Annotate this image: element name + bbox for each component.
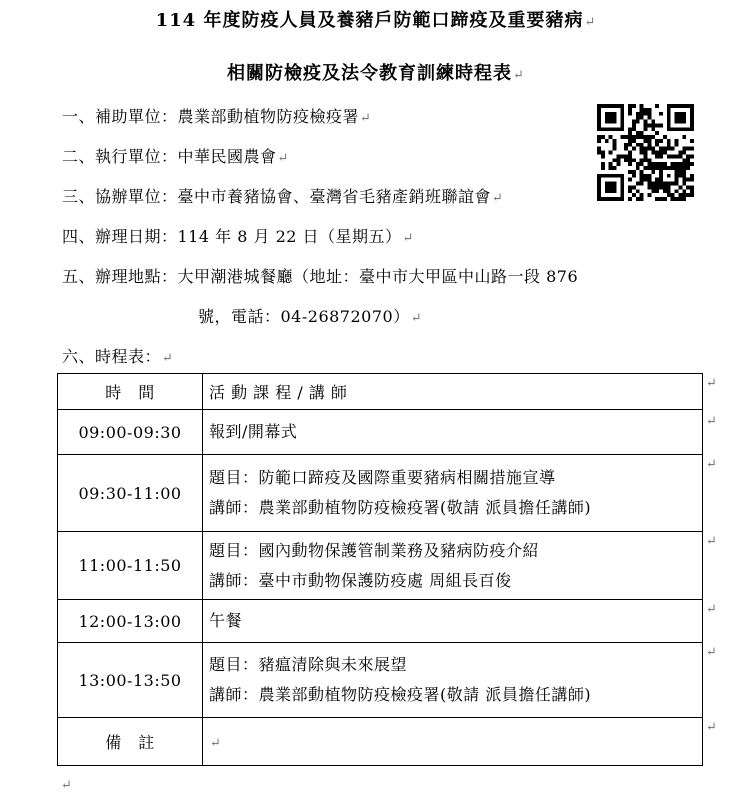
paragraph-mark-icon: ↵ <box>277 151 289 166</box>
activity-line: 午餐 <box>209 611 243 630</box>
activity-cell <box>203 455 703 532</box>
table-row <box>58 455 703 532</box>
paragraph-mark-icon: ↵ <box>410 311 423 326</box>
time-cell: 11:00-11:50 <box>58 532 203 600</box>
activity-speaker-line: 講師：農業部動植物防疫檢疫署(敬請 派員擔任講師) <box>209 498 592 517</box>
table-row <box>58 643 703 718</box>
table-header-row <box>58 374 703 410</box>
paragraph-mark-icon: ↵ <box>162 351 174 366</box>
info-co-organizer: 三、協辦單位：臺中市養豬協會、臺灣省毛豬產銷班聯誼會↵ <box>62 187 504 206</box>
qr-code-image <box>597 104 694 201</box>
time-cell: 12:00-13:00 <box>58 600 203 643</box>
activity-speaker-line: 講師：農業部動植物防疫檢疫署(敬請 派員擔任講師) <box>209 685 592 704</box>
table-row <box>58 410 703 455</box>
schedule-table <box>57 373 703 766</box>
paragraph-mark-icon: ↵ <box>360 111 372 126</box>
row-end-mark-icon: ↵ <box>706 414 717 429</box>
row-end-mark-icon: ↵ <box>706 457 717 472</box>
activity-cell <box>203 600 703 643</box>
paragraph-mark-icon: ↵ <box>61 778 72 793</box>
info-date: 四、辦理日期：114 年 8 月 22 日（星期五）↵ <box>62 227 414 246</box>
time-cell: 09:30-11:00 <box>58 455 203 532</box>
activity-topic-line: 題目：防範口蹄疫及國際重要豬病相關措施宣導 <box>209 468 556 487</box>
time-cell: 13:00-13:50 <box>58 643 203 718</box>
table-row-remarks <box>58 718 703 766</box>
paragraph-mark-icon: ↵ <box>513 68 525 83</box>
header-activity-cell: 活 動 課 程 / 講 師 <box>203 374 703 410</box>
paragraph-mark-icon: ↵ <box>210 736 222 751</box>
paragraph-mark-icon: ↵ <box>584 15 597 30</box>
info-organizer: 二、執行單位：中華民國農會↵ <box>62 147 289 166</box>
header-time-cell: 時 間 <box>58 374 203 410</box>
row-end-mark-icon: ↵ <box>706 376 717 391</box>
info-schedule-heading: 六、時程表：↵ <box>62 347 174 366</box>
document-title-line-1: 114 年度防疫人員及養豬戶防範口蹄疫及重要豬病↵ <box>155 10 597 31</box>
activity-line: 報到/開幕式 <box>209 422 298 441</box>
activity-topic-line: 題目：國內動物保護管制業務及豬病防疫介紹 <box>209 540 540 560</box>
row-end-mark-icon: ↵ <box>706 602 717 617</box>
paragraph-mark-icon: ↵ <box>402 231 414 246</box>
row-end-mark-icon: ↵ <box>706 645 717 660</box>
time-cell: 09:00-09:30 <box>58 410 203 455</box>
activity-topic-line: 題目：豬瘟清除與未來展望 <box>209 655 408 674</box>
document-title-line-2: 相關防檢疫及法令教育訓練時程表↵ <box>227 63 525 84</box>
activity-cell <box>203 410 703 455</box>
info-sponsor: 一、補助單位：農業部動植物防疫檢疫署↵ <box>62 107 372 126</box>
activity-speaker-line: 講師：臺中市動物保護防疫處 周組長百俊 <box>209 570 512 590</box>
row-end-mark-icon: ↵ <box>706 720 717 735</box>
remarks-label-cell: 備 註 <box>58 718 203 766</box>
remarks-value-cell <box>203 718 703 766</box>
activity-cell <box>203 532 703 600</box>
info-venue-continued: 號，電話：04-26872070）↵ <box>198 307 423 326</box>
row-end-mark-icon: ↵ <box>706 534 717 549</box>
info-venue: 五、辦理地點：大甲潮港城餐廳（地址：臺中市大甲區中山路一段 876 <box>62 267 579 286</box>
table-row <box>58 532 703 600</box>
paragraph-mark-icon: ↵ <box>492 191 504 206</box>
activity-cell <box>203 643 703 718</box>
table-row <box>58 600 703 643</box>
